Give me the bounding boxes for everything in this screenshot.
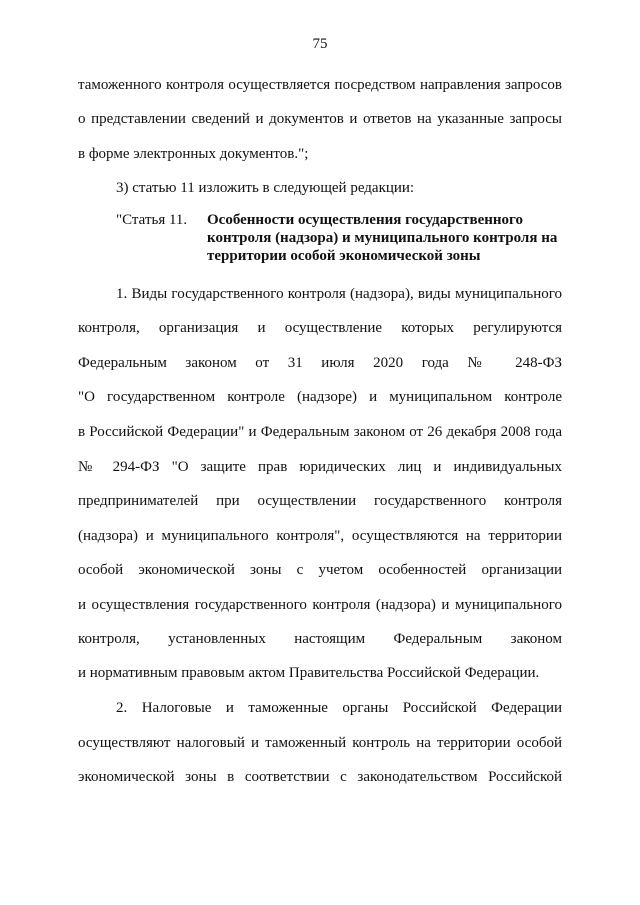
- paragraph1-line: Федеральным законом от 31 июля 2020 года № 248-ФЗ: [78, 355, 562, 371]
- intro-line: в форме электронных документов.";: [78, 146, 309, 162]
- article-title-line: контроля (надзора) и муниципального контроля на: [207, 230, 558, 246]
- paragraph1-line: и нормативным правовым актом Правительства Российской Федерации.: [78, 665, 540, 681]
- article-title-line: территории особой экономической зоны: [207, 248, 481, 264]
- paragraph2-line: 2. Налоговые и таможенные органы Российской Федерации: [116, 700, 562, 716]
- amendment-line: 3) статью 11 изложить в следующей редакции:: [116, 180, 415, 196]
- paragraph1-line: № 294-ФЗ "О защите прав юридических лиц и индивидуальных: [78, 459, 562, 475]
- intro-line: таможенного контроля осуществляется посредством направления запросов: [78, 77, 562, 93]
- paragraph1-line: предпринимателей при осуществлении государственного контроля: [78, 493, 562, 509]
- paragraph2-line: осуществляют налоговый и таможенный контроль на территории особой: [78, 735, 562, 751]
- page-number: 75: [312, 36, 328, 52]
- paragraph1-line: "О государственном контроле (надзоре) и муниципальном контроле: [78, 389, 562, 405]
- paragraph1-line: особой экономической зоны с учетом особенностей организации: [78, 562, 562, 578]
- intro-line: о представлении сведений и документов и ответов на указанные запросы: [78, 111, 562, 127]
- paragraph1-line: (надзора) и муниципального контроля", осуществляются на территории: [78, 528, 562, 544]
- paragraph1-line: контроля, установленных настоящим Федеральным законом: [78, 631, 562, 647]
- article-title: [207, 211, 567, 265]
- paragraph1-line: контроля, организация и осуществление которых регулируются: [78, 320, 562, 336]
- paragraph2-line: экономической зоны в соответствии с законодательством Российской: [78, 769, 562, 785]
- paragraph1-line: в Российской Федерации" и Федеральным законом от 26 декабря 2008 года: [78, 424, 562, 440]
- article-title-line: Особенности осуществления государственного: [207, 212, 523, 228]
- article-label: "Статья 11.: [116, 212, 188, 228]
- paragraph1-line: и осуществления государственного контроля (надзора) и муниципального: [78, 597, 562, 613]
- paragraph1-line: 1. Виды государственного контроля (надзора), виды муниципального: [116, 286, 562, 302]
